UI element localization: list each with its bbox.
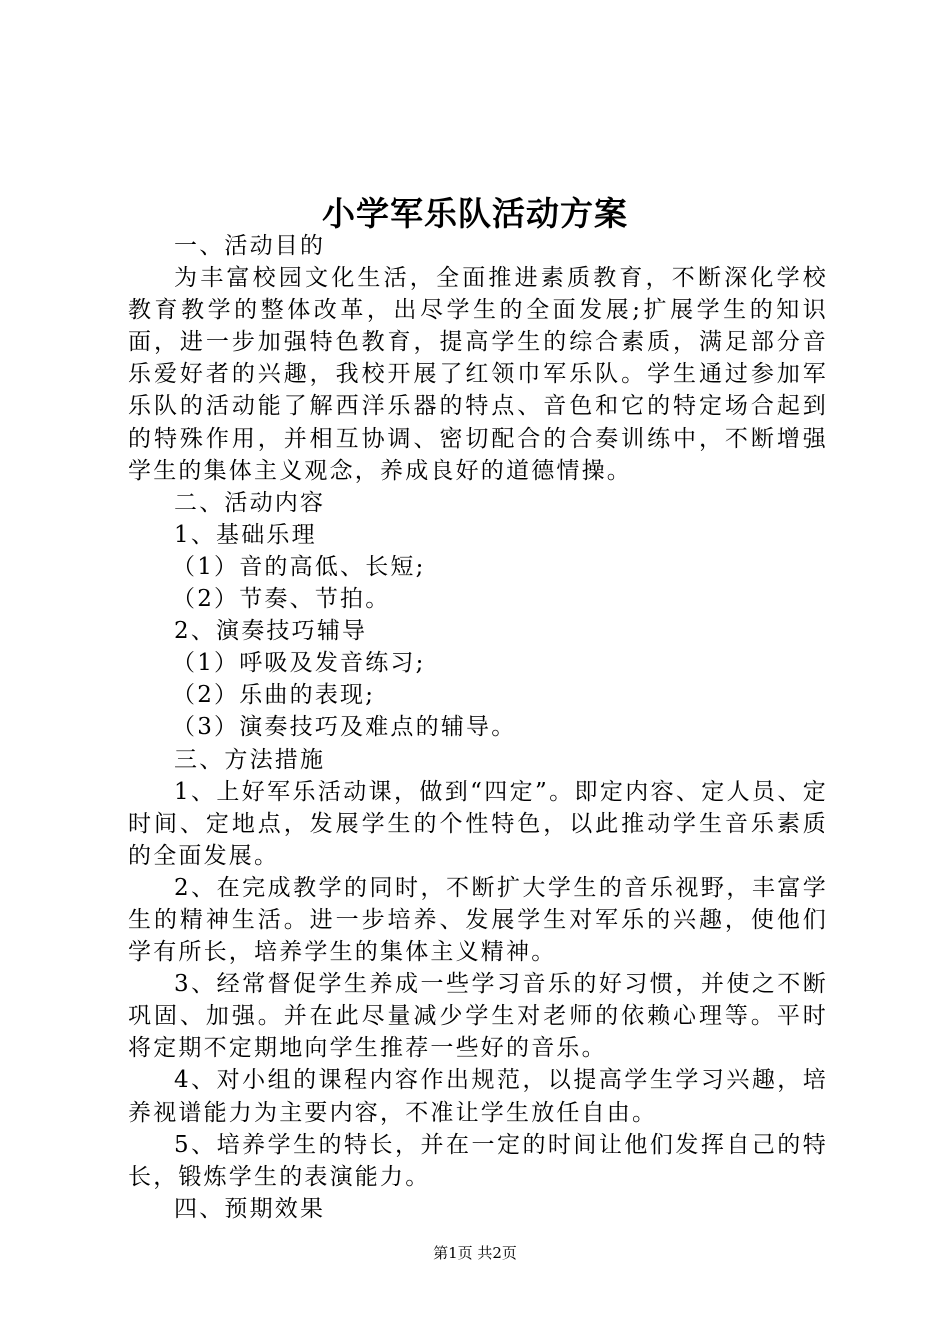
section-heading-3: 三、方法措施 — [174, 746, 326, 773]
section-heading-2: 二、活动内容 — [174, 489, 326, 516]
paragraph-purpose: 为丰富校园文化生活，全面推进素质教育，不断深化学校教育教学的整体改革，出尽学生的全面发展;扩展学生的知识面，进一步加强特色教育，提高学生的综合素质，满足部分音乐爱好者的兴趣，我校开展了红领巾军乐队。学生通过参加军乐队的活动能了解西洋乐器的特点、音色和它的特定场合起到的特殊作用，并相互协调、密切配合的合奏训练中，不断增强学生的集体主义观念，养成良好的道德情操。 — [128, 265, 828, 484]
paragraph-measure-4: 4、对小组的课程内容作出规范，以提高学生学习兴趣，培养视谱能力为主要内容，不准让学生放任自由。 — [128, 1067, 828, 1126]
page-footer: 第1页 共2页 — [433, 1244, 517, 1262]
list-item: （2）乐曲的表现; — [172, 682, 376, 709]
list-item: （1）音的高低、长短; — [172, 553, 426, 580]
document-title: 小学军乐队活动方案 — [322, 194, 628, 233]
section-heading-4: 四、预期效果 — [174, 1195, 326, 1222]
paragraph-measure-3: 3、经常督促学生养成一些学习音乐的好习惯，并使之不断巩固、加强。并在此尽量减少学生对老师的依赖心理等。平时将定期不定期地向学生推荐一些好的音乐。 — [128, 971, 828, 1062]
section-heading-1: 一、活动目的 — [174, 233, 326, 259]
list-item: （2）节奏、节拍。 — [172, 586, 391, 613]
paragraph-measure-1: 1、上好军乐活动课，做到“四定”。即定内容、定人员、定时间、定地点，发展学生的个性特色，以此推动学生音乐素质的全面发展。 — [128, 778, 828, 869]
paragraph-measure-2: 2、在完成教学的同时，不断扩大学生的音乐视野，丰富学生的精神生活。进一步培养、发展学生对军乐的兴趣，使他们学有所长，培养学生的集体主义精神。 — [128, 874, 828, 966]
subheading-basic-theory: 1、基础乐理 — [174, 521, 317, 548]
list-item: （3）演奏技巧及难点的辅导。 — [172, 714, 517, 741]
subheading-performance-skills: 2、演奏技巧辅导 — [174, 618, 368, 645]
paragraph-measure-5: 5、培养学生的特长，并在一定的时间让他们发挥自己的特长，锻炼学生的表演能力。 — [128, 1131, 828, 1190]
list-item: （1）呼吸及发音练习; — [172, 650, 426, 677]
document-body — [128, 230, 828, 1225]
